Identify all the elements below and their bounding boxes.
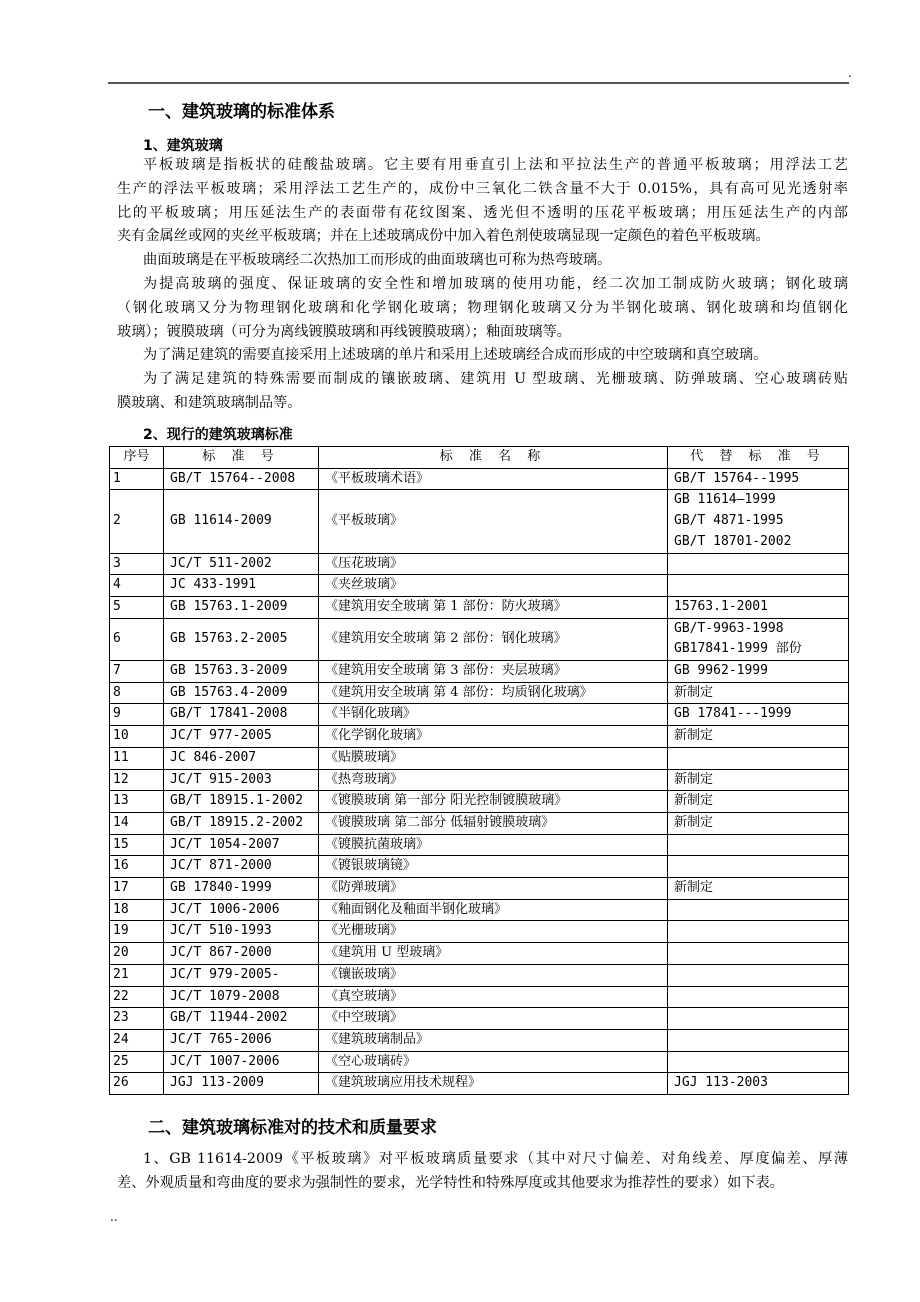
standard-name: 《光栅玻璃》 xyxy=(319,921,668,943)
replaced-standard-entry: 新制定 xyxy=(674,793,714,809)
standard-number: JC/T 979-2005- xyxy=(164,964,319,986)
standard-name: 《半钢化玻璃》 xyxy=(319,704,668,726)
table-row xyxy=(110,618,849,660)
header-replaced-standard: 代 替 标 准 号 xyxy=(668,447,849,469)
row-index: 24 xyxy=(110,1029,164,1051)
row-index: 13 xyxy=(110,791,164,813)
standard-name: 《建筑用安全玻璃 第 3 部份：夹层玻璃》 xyxy=(319,661,668,683)
replaced-standard xyxy=(668,899,849,921)
replaced-standard xyxy=(668,596,849,618)
standard-number: JC 846-2007 xyxy=(164,747,319,769)
table-row xyxy=(110,553,849,575)
standard-number: JC/T 1007-2006 xyxy=(164,1051,319,1073)
standard-name: 《镀银玻璃镜》 xyxy=(319,856,668,878)
table-row xyxy=(110,1008,849,1030)
standard-name: 《镀膜玻璃 第二部分 低辐射镀膜玻璃》 xyxy=(319,812,668,834)
table-row xyxy=(110,468,849,490)
standard-number: JC/T 1054-2007 xyxy=(164,834,319,856)
standard-number: JC/T 510-1993 xyxy=(164,921,319,943)
standard-name: 《釉面钢化及釉面半钢化玻璃》 xyxy=(319,899,668,921)
replaced-standard-entry: 新制定 xyxy=(674,684,714,700)
standard-number: JC/T 511-2002 xyxy=(164,553,319,575)
paragraph xyxy=(117,154,848,249)
table-row xyxy=(110,812,849,834)
header-standard-name: 标 准 名 称 xyxy=(319,447,668,469)
table-row xyxy=(110,986,849,1008)
paragraph-line: 为了满足建筑的需要直接采用上述玻璃的单片和采用上述玻璃经合成而形成的中空玻璃和真空玻璃。 xyxy=(143,347,768,364)
row-index: 17 xyxy=(110,878,164,900)
standard-name: 《压花玻璃》 xyxy=(319,553,668,575)
table-row xyxy=(110,791,849,813)
standard-name: 《建筑用安全玻璃 第 1 部份：防火玻璃》 xyxy=(319,596,668,618)
replaced-standard xyxy=(668,921,849,943)
standard-number: GB 15763.4-2009 xyxy=(164,682,319,704)
standards-table xyxy=(109,446,849,1095)
table-row xyxy=(110,921,849,943)
row-index: 5 xyxy=(110,596,164,618)
table-row xyxy=(110,704,849,726)
standard-number: GB 17840-1999 xyxy=(164,878,319,900)
subsection-2-title: 2、现行的建筑玻璃标准 xyxy=(143,427,293,443)
paragraph-line: 1、GB 11614-2009《平板玻璃》对平板玻璃质量要求（其中对尺寸偏差、对角线差、厚度偏差、厚薄 xyxy=(143,1151,848,1167)
paragraph-line: 差、外观质量和弯曲度的要求为强制性的要求，光学特性和特殊厚度或其他要求为推荐性的要求）如下表。 xyxy=(117,1174,784,1191)
standard-name: 《镀膜玻璃 第一部分 阳光控制镀膜玻璃》 xyxy=(319,791,668,813)
standard-name: 《中空玻璃》 xyxy=(319,1008,668,1030)
standard-number: JC 433-1991 xyxy=(164,575,319,597)
replaced-standard xyxy=(668,986,849,1008)
standard-name: 《建筑用 U 型玻璃》 xyxy=(319,943,668,965)
paragraph xyxy=(117,368,848,416)
standard-name: 《夹丝玻璃》 xyxy=(319,575,668,597)
standard-name: 《空心玻璃砖》 xyxy=(319,1051,668,1073)
replaced-standard-entry: GB 17841---1999 xyxy=(674,706,792,722)
table-row xyxy=(110,726,849,748)
table-row xyxy=(110,747,849,769)
replaced-standard-entry: 新制定 xyxy=(674,771,714,787)
row-index: 21 xyxy=(110,964,164,986)
table-row xyxy=(110,575,849,597)
replaced-standard xyxy=(668,747,849,769)
replaced-standard-entry: GB/T 18701-2002 xyxy=(674,533,792,549)
standard-number: GB 15763.1-2009 xyxy=(164,596,319,618)
table-row xyxy=(110,878,849,900)
row-index: 3 xyxy=(110,553,164,575)
replaced-standard xyxy=(668,856,849,878)
standard-number: GB 15763.3-2009 xyxy=(164,661,319,683)
section-2-body xyxy=(117,1148,848,1196)
replaced-standard xyxy=(668,812,849,834)
standard-number: GB/T 15764--2008 xyxy=(164,468,319,490)
replaced-standard xyxy=(668,490,849,553)
paragraph-line: 生产的浮法平板玻璃；采用浮法工艺生产的，成份中三氧化二铁含量不大于 0.015%，具有高可见光透射率 xyxy=(117,180,848,197)
header-standard-no: 标 准 号 xyxy=(164,447,319,469)
replaced-standard-entry: 新制定 xyxy=(674,728,714,744)
table-row xyxy=(110,596,849,618)
paragraph xyxy=(117,1148,848,1196)
standard-number: JC/T 1006-2006 xyxy=(164,899,319,921)
header-rule xyxy=(108,82,849,84)
paragraph-line: 平板玻璃是指板状的硅酸盐玻璃。它主要有用垂直引上法和平拉法生产的普通平板玻璃；用浮法工艺 xyxy=(143,157,848,173)
replaced-standard xyxy=(668,1073,849,1095)
standard-number: GB/T 18915.1-2002 xyxy=(164,791,319,813)
standard-number: JC/T 977-2005 xyxy=(164,726,319,748)
row-index: 12 xyxy=(110,769,164,791)
subsection-1-title: 1、建筑玻璃 xyxy=(143,138,223,154)
standard-name: 《镶嵌玻璃》 xyxy=(319,964,668,986)
table-row xyxy=(110,834,849,856)
table-row xyxy=(110,1073,849,1095)
row-index: 10 xyxy=(110,726,164,748)
table-row xyxy=(110,943,849,965)
paragraph-line: 膜玻璃、和建筑玻璃制品等。 xyxy=(117,394,302,411)
replaced-standard xyxy=(668,661,849,683)
table-row xyxy=(110,899,849,921)
row-index: 8 xyxy=(110,682,164,704)
row-index: 1 xyxy=(110,468,164,490)
paragraph xyxy=(117,273,848,344)
replaced-standard-entry: GB17841-1999 部份 xyxy=(674,641,802,657)
row-index: 6 xyxy=(110,618,164,660)
standard-name: 《平板玻璃》 xyxy=(319,490,668,553)
replaced-standard xyxy=(668,704,849,726)
paragraph-line: 玻璃）；镀膜玻璃（可分为离线镀膜玻璃和再线镀膜玻璃）；釉面玻璃等。 xyxy=(117,323,571,340)
standard-name: 《镀膜抗菌玻璃》 xyxy=(319,834,668,856)
standard-name: 《平板玻璃术语》 xyxy=(319,468,668,490)
standard-number: GB/T 18915.2-2002 xyxy=(164,812,319,834)
standard-number: JC/T 915-2003 xyxy=(164,769,319,791)
row-index: 23 xyxy=(110,1008,164,1030)
table-row xyxy=(110,682,849,704)
row-index: 11 xyxy=(110,747,164,769)
paragraph xyxy=(117,344,848,368)
paragraph-line: 比的平板玻璃；用压延法生产的表面带有花纹图案、透光但不透明的压花平板玻璃；用压延法生产的内部 xyxy=(117,204,848,221)
standard-number: JC/T 867-2000 xyxy=(164,943,319,965)
row-index: 25 xyxy=(110,1051,164,1073)
replaced-standard-entry: GB 9962-1999 xyxy=(674,663,768,679)
replaced-standard-entry: 15763.1-2001 xyxy=(674,598,768,614)
replaced-standard-entry: GB/T-9963-1998 xyxy=(674,620,784,636)
section-1-title: 一、建筑玻璃的标准体系 xyxy=(148,102,335,122)
replaced-standard-entry: GB/T 15764--1995 xyxy=(674,470,800,486)
paragraph xyxy=(117,249,848,273)
table-header-row xyxy=(110,447,849,469)
standard-number: GB 11614-2009 xyxy=(164,490,319,553)
row-index: 26 xyxy=(110,1073,164,1095)
footer-mark: .. xyxy=(110,1210,118,1224)
standard-name: 《化学钢化玻璃》 xyxy=(319,726,668,748)
row-index: 22 xyxy=(110,986,164,1008)
standard-name: 《热弯玻璃》 xyxy=(319,769,668,791)
replaced-standard-entry: GB 11614—1999 xyxy=(674,492,776,508)
standard-name: 《贴膜玻璃》 xyxy=(319,747,668,769)
replaced-standard xyxy=(668,553,849,575)
standard-name: 《建筑用安全玻璃 第 2 部份：钢化玻璃》 xyxy=(319,618,668,660)
standard-name: 《建筑玻璃制品》 xyxy=(319,1029,668,1051)
paragraph-line: （钢化玻璃又分为物理钢化玻璃和化学钢化玻璃；物理钢化玻璃又分为半钢化玻璃、钢化玻璃和均值钢化 xyxy=(117,299,848,316)
table-row xyxy=(110,769,849,791)
replaced-standard xyxy=(668,943,849,965)
section-2-title: 二、建筑玻璃标准对的技术和质量要求 xyxy=(148,1118,437,1138)
replaced-standard xyxy=(668,468,849,490)
replaced-standard xyxy=(668,1029,849,1051)
replaced-standard xyxy=(668,964,849,986)
replaced-standard-entry: 新制定 xyxy=(674,880,714,896)
replaced-standard xyxy=(668,1051,849,1073)
row-index: 7 xyxy=(110,661,164,683)
replaced-standard xyxy=(668,726,849,748)
row-index: 16 xyxy=(110,856,164,878)
replaced-standard xyxy=(668,878,849,900)
standard-number: GB 15763.2-2005 xyxy=(164,618,319,660)
standard-number: JC/T 1079-2008 xyxy=(164,986,319,1008)
replaced-standard xyxy=(668,575,849,597)
paragraph-line: 为提高玻璃的强度、保证玻璃的安全性和增加玻璃的使用功能，经二次加工制成防火玻璃；钢化玻璃 xyxy=(143,275,848,292)
replaced-standard xyxy=(668,682,849,704)
row-index: 18 xyxy=(110,899,164,921)
standard-number: JGJ 113-2009 xyxy=(164,1073,319,1095)
header-mark: . xyxy=(848,66,852,80)
row-index: 19 xyxy=(110,921,164,943)
table-row xyxy=(110,856,849,878)
replaced-standard xyxy=(668,618,849,660)
replaced-standard xyxy=(668,791,849,813)
replaced-standard-entry: 新制定 xyxy=(674,814,714,830)
paragraph-line: 为了满足建筑的特殊需要而制成的镶嵌玻璃、建筑用 U 型玻璃、光栅玻璃、防弹玻璃、空心玻璃砖贴 xyxy=(143,371,848,388)
table-row xyxy=(110,1029,849,1051)
standard-name: 《建筑玻璃应用技术规程》 xyxy=(319,1073,668,1095)
standard-name: 《防弹玻璃》 xyxy=(319,878,668,900)
standard-number: JC/T 871-2000 xyxy=(164,856,319,878)
standard-name: 《真空玻璃》 xyxy=(319,986,668,1008)
replaced-standard xyxy=(668,1008,849,1030)
row-index: 2 xyxy=(110,490,164,553)
row-index: 14 xyxy=(110,812,164,834)
row-index: 15 xyxy=(110,834,164,856)
table-row xyxy=(110,661,849,683)
section-1-body xyxy=(117,154,848,416)
table-row xyxy=(110,964,849,986)
standard-number: GB/T 11944-2002 xyxy=(164,1008,319,1030)
standard-number: JC/T 765-2006 xyxy=(164,1029,319,1051)
table-row xyxy=(110,1051,849,1073)
replaced-standard xyxy=(668,834,849,856)
header-index: 序号 xyxy=(110,447,164,469)
row-index: 4 xyxy=(110,575,164,597)
replaced-standard-entry: JGJ 113-2003 xyxy=(674,1075,768,1091)
table-row xyxy=(110,490,849,553)
standard-number: GB/T 17841-2008 xyxy=(164,704,319,726)
replaced-standard-entry: GB/T 4871-1995 xyxy=(674,513,784,529)
paragraph-line: 曲面玻璃是在平板玻璃经二次热加工而形成的曲面玻璃也可称为热弯玻璃。 xyxy=(143,252,612,269)
row-index: 20 xyxy=(110,943,164,965)
standard-name: 《建筑用安全玻璃 第 4 部份：均质钢化玻璃》 xyxy=(319,682,668,704)
paragraph-line: 夹有金属丝或网的夹丝平板玻璃；并在上述玻璃成份中加入着色剂使玻璃显现一定颜色的着色平板玻璃。 xyxy=(117,228,770,245)
row-index: 9 xyxy=(110,704,164,726)
replaced-standard xyxy=(668,769,849,791)
